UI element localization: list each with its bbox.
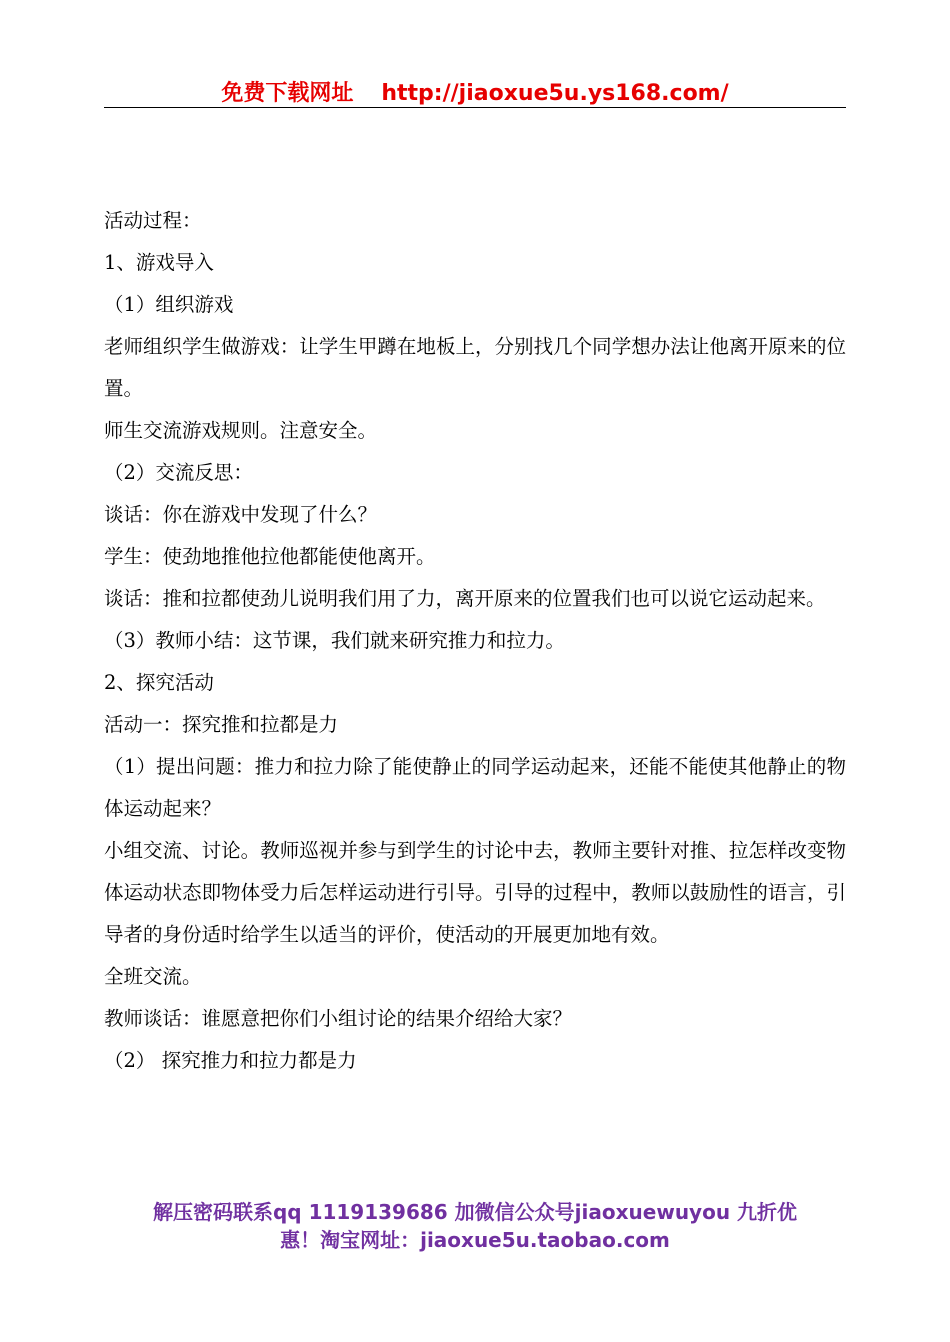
header-banner	[104, 76, 846, 107]
footer-line-2: 惠！淘宝网址：jiaoxue5u.taobao.com	[280, 1228, 670, 1252]
paragraph: （2）交流反思：	[104, 461, 253, 484]
paragraph: 教师谈话：谁愿意把你们小组讨论的结果介绍给大家？	[104, 1007, 573, 1030]
paragraph: 谈话：推和拉都使劲儿说明我们用了力，离开原来的位置我们也可以说它运动起来。	[104, 587, 826, 610]
header-url-link[interactable]: http://jiaoxue5u.ys168.com/	[381, 81, 729, 106]
paragraph: （1）组织游戏	[104, 293, 234, 316]
footer-notice	[104, 1198, 846, 1254]
paragraph: 学生：使劲地推他拉他都能使他离开。	[104, 545, 436, 568]
document-body	[104, 200, 846, 1082]
header-label: 免费下载网址	[221, 81, 354, 106]
paragraph: （1）提出问题：推力和拉力除了能使静止的同学运动起来，还能不能使其他静止的物体运动起来？	[104, 755, 846, 820]
paragraph: 2、探究活动	[104, 671, 214, 694]
paragraph: 小组交流、讨论。教师巡视并参与到学生的讨论中去，教师主要针对推、拉怎样改变物体运动状态即物体受力后怎样运动进行引导。引导的过程中，教师以鼓励性的语言，引导者的身份适时给学生以适当的评价，使活动的开展更加地有效。	[104, 839, 846, 946]
paragraph: （2） 探究推力和拉力都是力	[104, 1049, 357, 1072]
paragraph: 谈话：你在游戏中发现了什么？	[104, 503, 378, 526]
paragraph: 全班交流。	[104, 965, 202, 988]
paragraph: 活动一：探究推和拉都是力	[104, 713, 339, 736]
paragraph: 活动过程：	[104, 209, 202, 232]
footer-line-1: 解压密码联系qq 1119139686 加微信公众号jiaoxuewuyou 九折优	[152, 1200, 798, 1224]
paragraph: 师生交流游戏规则。注意安全。	[104, 419, 378, 442]
paragraph: 1、游戏导入	[104, 251, 214, 274]
header-divider	[104, 107, 846, 108]
paragraph: 老师组织学生做游戏：让学生甲蹲在地板上，分别找几个同学想办法让他离开原来的位置。	[104, 335, 846, 400]
paragraph: （3）教师小结：这节课，我们就来研究推力和拉力。	[104, 629, 565, 652]
